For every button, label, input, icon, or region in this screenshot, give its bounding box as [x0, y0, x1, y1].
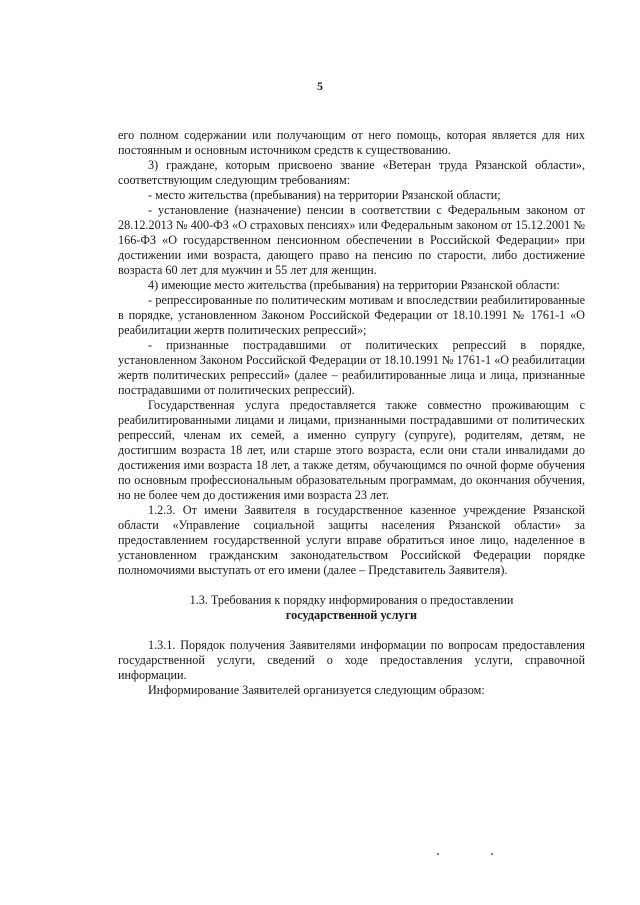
section-heading-line: 1.3. Требования к порядку информирования о предоставлении — [189, 593, 514, 607]
paragraph: 1.2.3. От имени Заявителя в государственное казенное учреждение Рязанской области «Управление социальной защиты населения Рязанской области» за предоставлением государственной услуги вправе обратиться иное лицо, наделенное в установленном гражданским законодательством Российской Федерации порядке полномочиями выступать от его имени (далее – Представитель Заявителя). — [118, 503, 585, 577]
paragraph: - установление (назначение) пенсии в соответствии с Федеральным законом от 28.12.2013 № 400-ФЗ «О страховых пенсиях» или Федеральным законом от 15.12.2001 № 166-ФЗ «О государственном пенсионном обеспечении в Российской Федерации» при достижении ими возраста, дающего право на пенсию по старости, либо достижение возраста 60 лет для мужчин и 55 лет для женщин. — [118, 203, 585, 277]
scan-speckles — [425, 853, 505, 857]
document-body — [118, 128, 585, 698]
paragraph: Государственная услуга предоставляется также совместно проживающим с реабилитированными лицами и лицами, признанными пострадавшими от политических репрессий, членам их семей, а именно супругу (супруге), родителям, детям, не достигшим возраста 18 лет, или старше этого возраста, если они стали инвалидами до достижения ими возраста 18 лет, а также детям, обучающимся по очной форме обучения по основным профессиональным образовательным программам, до окончания обучения, но не более чем до достижения ими возраста 23 лет. — [118, 398, 585, 502]
paragraph: его полном содержании или получающим от него помощь, которая является для них постоянным и основным источником средств к существованию. — [118, 128, 585, 157]
paragraph: 3) граждане, которым присвоено звание «Ветеран труда Рязанской области», соответствующим следующим требованиям: — [118, 158, 585, 187]
paragraph: 1.3.1. Порядок получения Заявителями информации по вопросам предоставления государственной услуги, сведений о ходе предоставления услуги, справочной информации. — [118, 638, 585, 682]
paragraph: - репрессированные по политическим мотивам и впоследствии реабилитированные в порядке, установленном Законом Российской Федерации от 18.10.1991 № 1761-1 «О реабилитации жертв политических репрессий»; — [118, 293, 585, 337]
paragraph: - место жительства (пребывания) на территории Рязанской области; — [148, 188, 501, 202]
section-heading-line: государственной услуги — [285, 608, 418, 622]
paragraph: - признанные пострадавшими от политических репрессий в порядке, установленном Законом Российской Федерации от 18.10.1991 № 1761-1 «О реабилитации жертв политических репрессий» (далее – реабилитированные лица и лица, признанные пострадавшими от политических репрессий). — [118, 338, 585, 397]
paragraph: 4) имеющие место жительства (пребывания) на территории Рязанской области: — [148, 278, 560, 292]
section-heading — [118, 593, 585, 623]
paragraph: Информирование Заявителей организуется следующим образом: — [148, 683, 485, 697]
page-number: 5 — [317, 79, 323, 93]
